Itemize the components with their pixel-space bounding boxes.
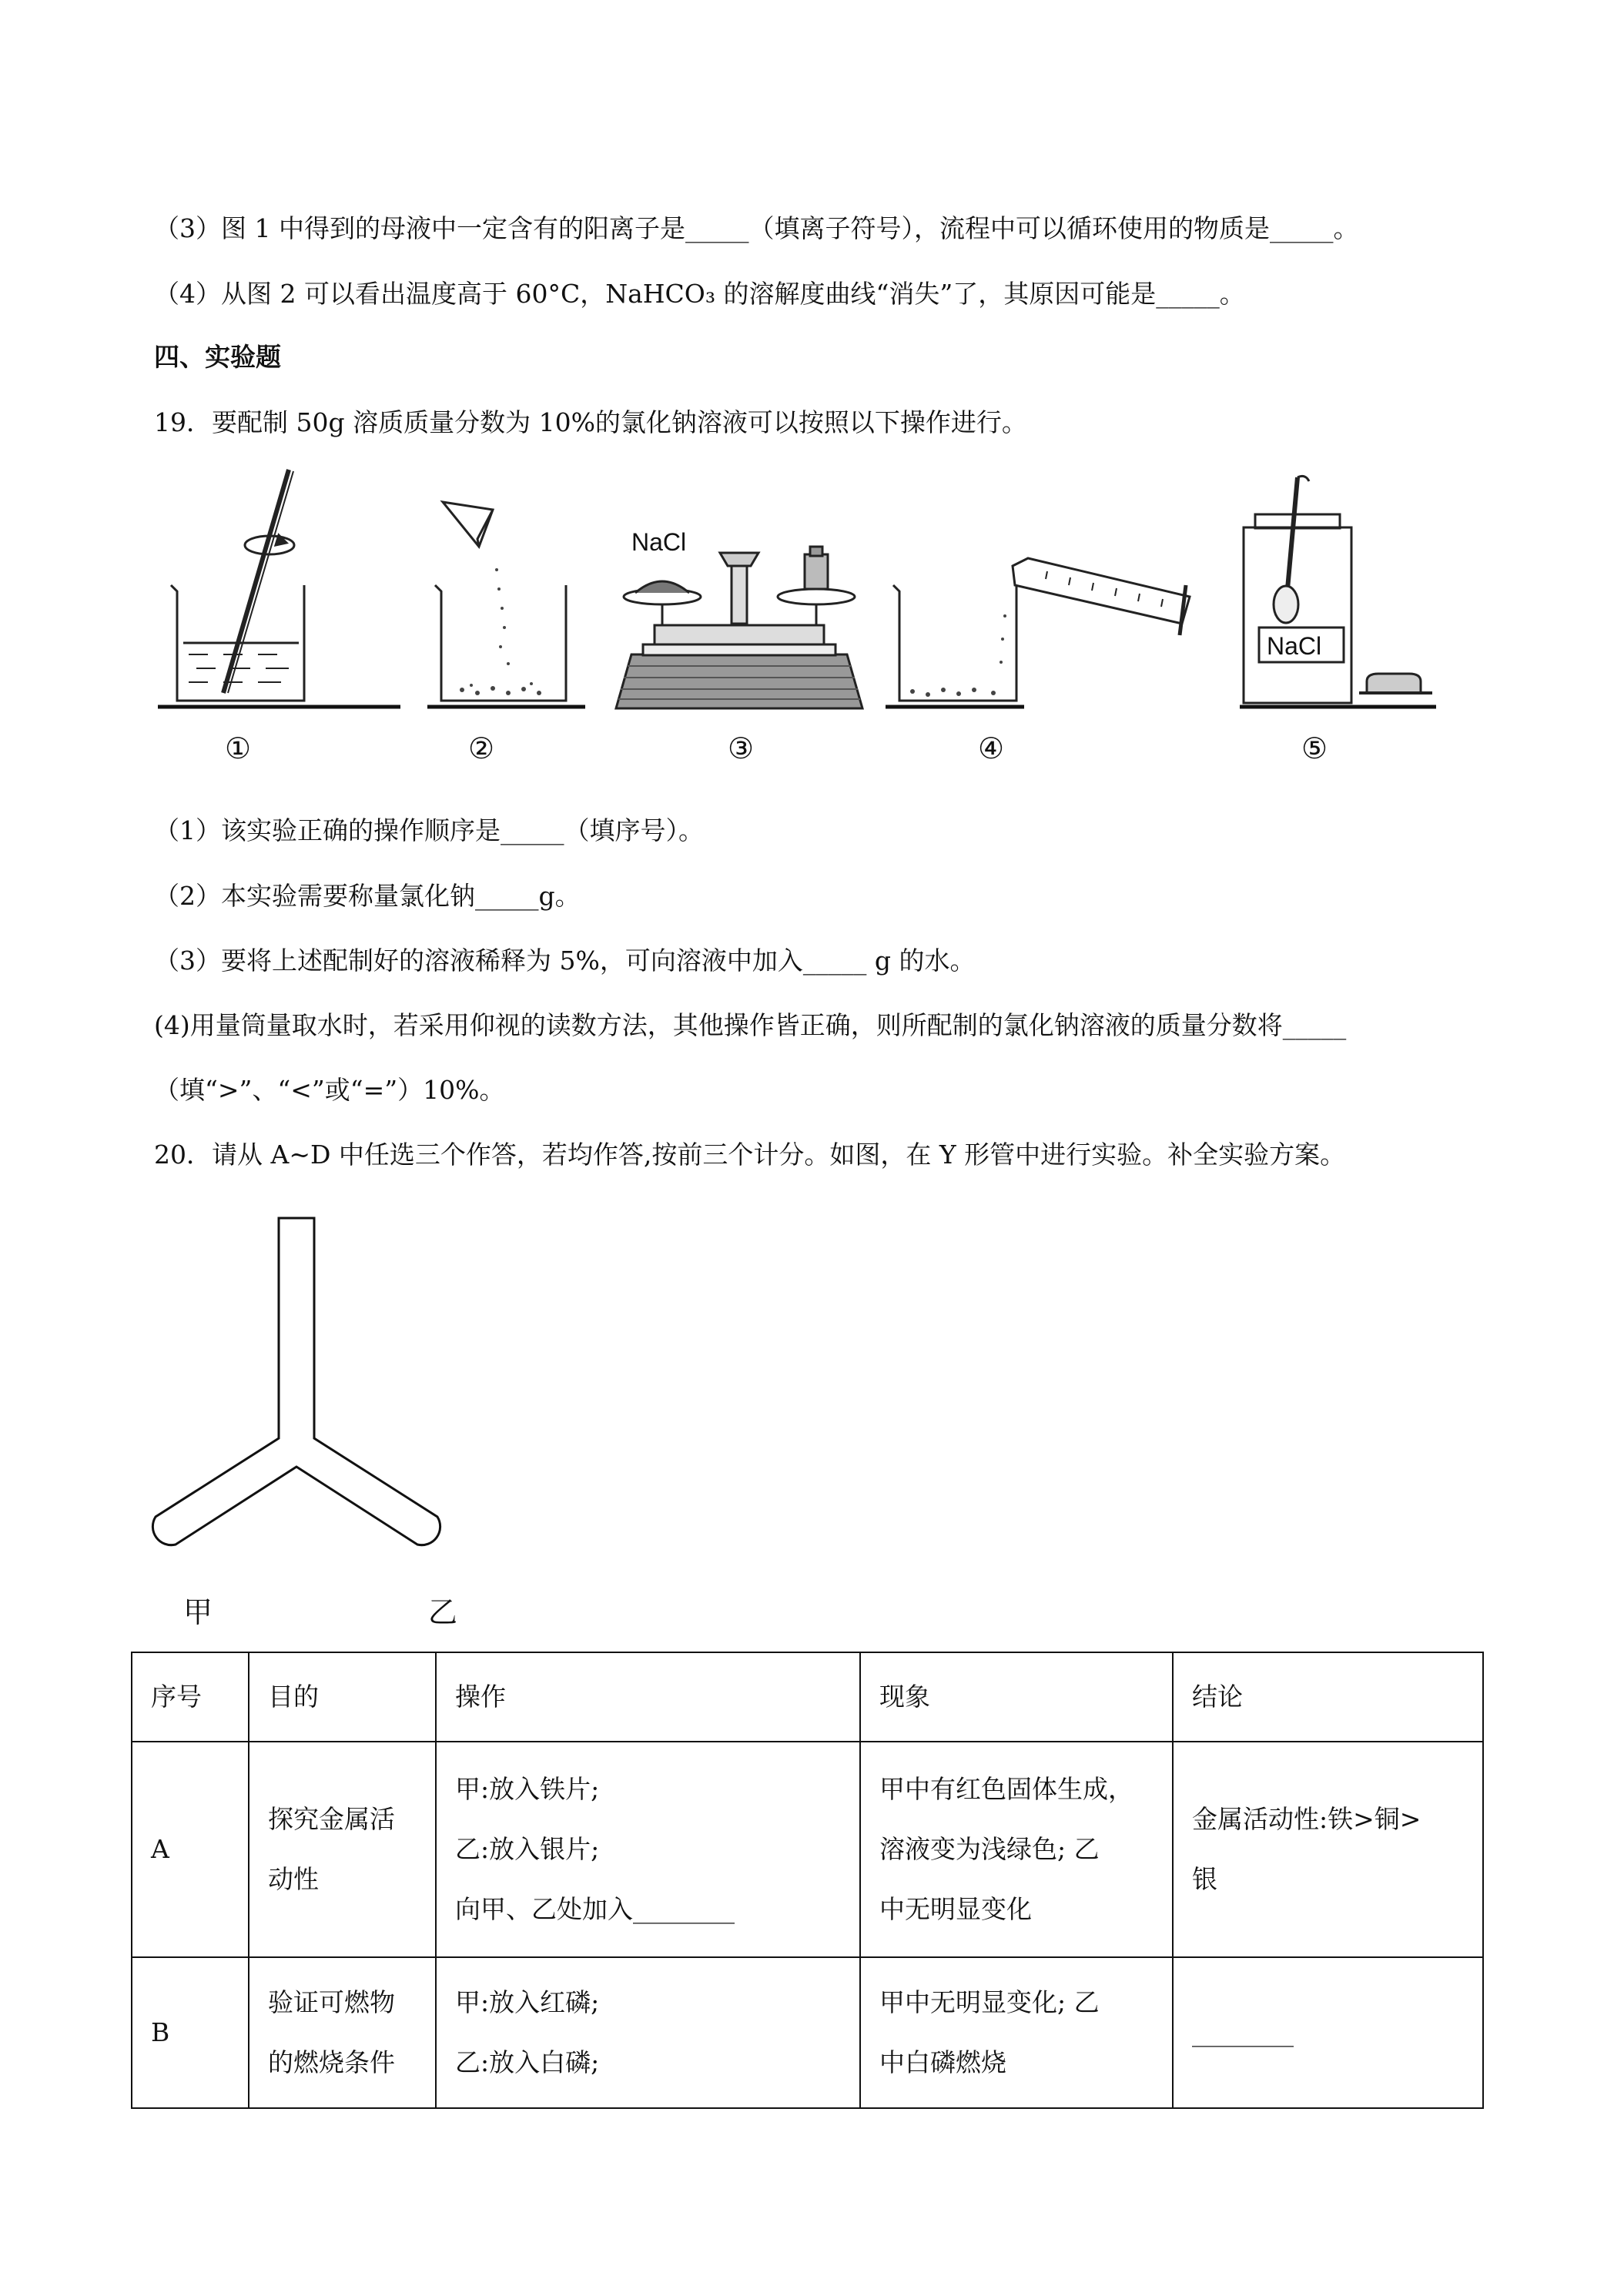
table-header-cell: 现象 — [860, 1652, 1173, 1742]
table-row — [132, 1742, 1483, 1957]
q19-subquestion-4a: (4)用量筒量取水时，若采用仰视的读数方法，其他操作皆正确，则所配制的氯化钠溶液的质量分数将_____ — [154, 1010, 1347, 1040]
q19-stem: 19．要配制 50g 溶质质量分数为 10%的氯化钠溶液可以按照以下操作进行。 — [154, 407, 1027, 437]
step-label-1: ① — [225, 733, 252, 765]
section-title: 四、实验题 — [154, 342, 281, 372]
table-header-cell: 序号 — [132, 1652, 249, 1742]
step-label-5: ⑤ — [1301, 733, 1328, 765]
row-phenomenon — [860, 1957, 1173, 2108]
row-purpose — [249, 1957, 436, 2108]
cell-text: 乙:放入白磷; — [455, 2047, 600, 2077]
cell-text: 甲中有红色固体生成， — [879, 1774, 1133, 1804]
step-label-2: ② — [468, 733, 495, 765]
step-label-4: ④ — [978, 733, 1005, 765]
table-header-row — [132, 1652, 1483, 1742]
beaker-pouring-solid-icon — [435, 502, 566, 701]
cell-text: 中白磷燃烧 — [879, 2047, 1006, 2077]
q19-subquestion-4b: （填“>”、“<”或“=”）10%。 — [154, 1075, 505, 1105]
step-label-3: ③ — [728, 733, 755, 765]
cell-text: 乙:放入银片; — [455, 1834, 600, 1864]
row-id: B — [132, 1957, 249, 2108]
cell-text: 溶液变为浅绿色; 乙 — [879, 1834, 1100, 1864]
cell-text: 动性 — [268, 1864, 319, 1894]
cell-text: 甲:放入铁片; — [455, 1774, 600, 1804]
row-conclusion — [1173, 1742, 1483, 1957]
answer-blank: ________ — [1192, 2017, 1294, 2047]
q19-subquestion-1: （1）该实验正确的操作顺序是_____（填序号）。 — [154, 815, 704, 845]
cell-text: 探究金属活 — [268, 1804, 395, 1834]
table-header-cell: 操作 — [436, 1652, 860, 1742]
jar-nacl-label: NaCl — [1267, 632, 1322, 660]
cell-text: 甲中无明显变化; 乙 — [879, 1987, 1100, 2017]
cell-text: 甲:放入红磷; — [455, 1987, 600, 2017]
y-tube-outline — [152, 1218, 440, 1545]
table-header-cell: 目的 — [249, 1652, 436, 1742]
cell-text: 金属活动性:铁>铜> — [1192, 1804, 1421, 1834]
row-purpose — [249, 1742, 436, 1957]
beaker-pouring-water-icon — [893, 558, 1190, 701]
balance-nacl-label: NaCl — [631, 528, 687, 556]
y-tube-label-jia: 甲 — [183, 1595, 213, 1629]
q20-experiment-table — [131, 1652, 1484, 2109]
cell-text: 中无明显变化 — [879, 1894, 1032, 1924]
cell-text: 的燃烧条件 — [268, 2047, 395, 2077]
y-tube-figure — [139, 1201, 462, 1563]
nacl-jar-icon — [1244, 476, 1432, 703]
row-phenomenon — [860, 1742, 1173, 1957]
q20-stem: 20．请从 A~D 中任选三个作答，若均作答,按前三个计分。如图，在 Y 形管中进行实验。补全实验方案。 — [154, 1140, 1346, 1170]
q19-subquestion-2: （2）本实验需要称量氯化钠_____g。 — [154, 881, 581, 911]
cell-text: 银 — [1192, 1864, 1217, 1894]
y-tube-label-yi: 乙 — [428, 1595, 458, 1629]
q18-subquestion-4: （4）从图 2 可以看出温度高于 60°C，NaHCO₃ 的溶解度曲线“消失”了，其原因可能是_____。 — [154, 279, 1245, 309]
cell-text: 验证可燃物 — [268, 1987, 395, 2017]
q19-subquestion-3: （3）要将上述配制好的溶液稀释为 5%，可向溶液中加入_____ g 的水。 — [154, 946, 976, 976]
row-id: A — [132, 1742, 249, 1957]
answer-blank: 向甲、乙处加入________ — [455, 1894, 735, 1924]
q19-figure — [0, 462, 1624, 785]
table-row — [132, 1957, 1483, 2108]
row-operation — [436, 1742, 860, 1957]
q18-subquestion-3: （3）图 1 中得到的母液中一定含有的阳离子是_____（填离子符号），流程中可以循环使用的物质是_____。 — [154, 213, 1359, 243]
row-conclusion — [1173, 1957, 1483, 2108]
beaker-stirring-icon — [171, 470, 304, 701]
balance-scale-icon — [616, 528, 862, 708]
row-operation — [436, 1957, 860, 2108]
table-header-cell: 结论 — [1173, 1652, 1483, 1742]
